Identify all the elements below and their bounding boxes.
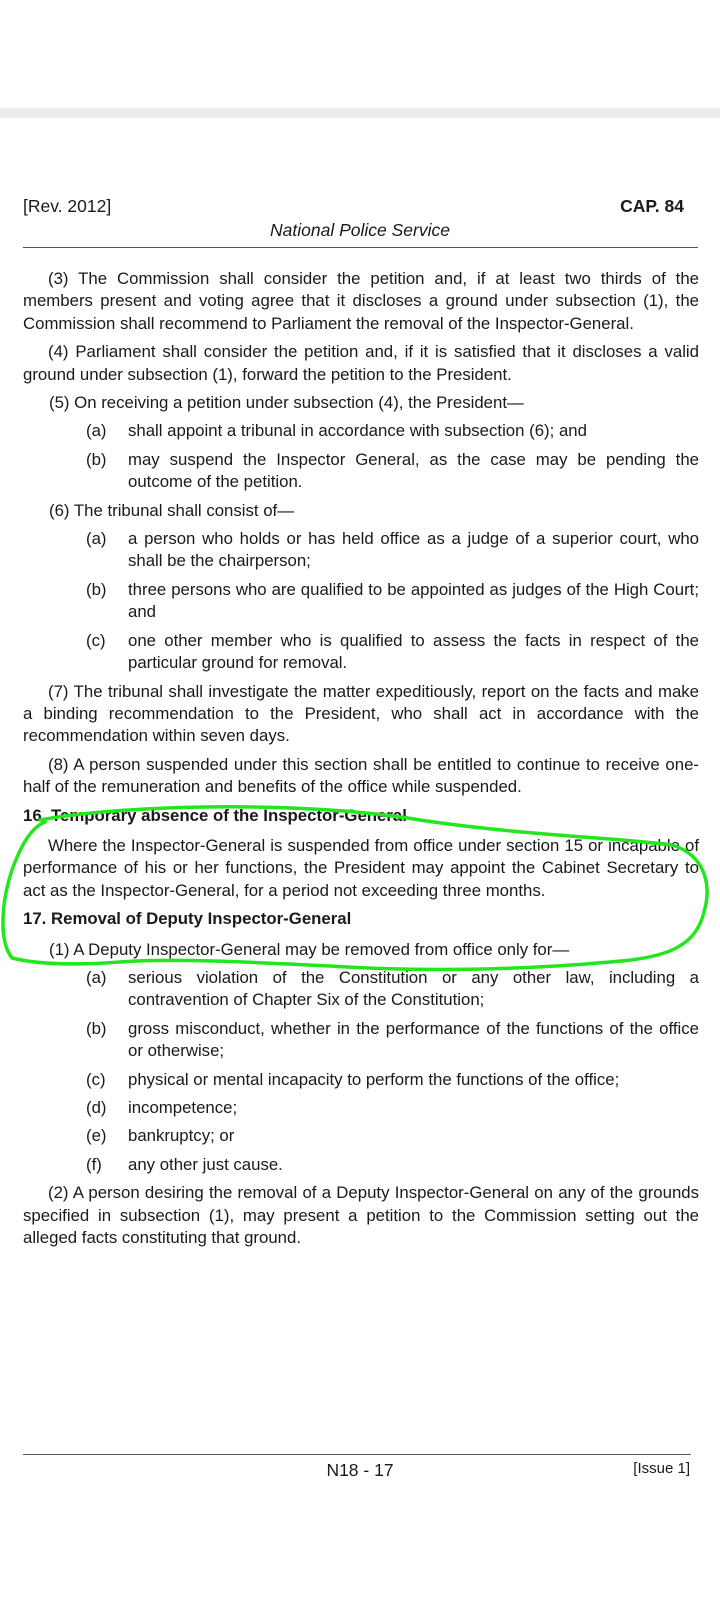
s17-subsection-2: (2) A person desiring the removal of a Deputy Inspector-General on any of the grounds specified in subsection (1), may present a petition to the Commission setting out the alleged facts constituting that ground. [23, 1183, 699, 1248]
item-text: gross misconduct, whether in the performance of the functions of the office or otherwise; [128, 1018, 699, 1061]
item-text: a person who holds or has held office as a judge of a superior court, who shall be the chairperson; [128, 529, 699, 571]
document-body [23, 268, 699, 1255]
item-text: incompetence; [128, 1098, 238, 1117]
item-label: (c) [86, 630, 106, 650]
list-item [86, 1097, 699, 1119]
item-label: (b) [86, 1018, 107, 1038]
list-item [86, 528, 699, 573]
item-label: (f) [86, 1154, 102, 1174]
section-17-heading: 17. Removal of Deputy Inspector-General [23, 909, 352, 929]
item-label: (a) [86, 421, 107, 441]
section-16-heading: 16. Temporary absence of the Inspector-General [23, 805, 407, 825]
s15-subsection-6: (6) The tribunal shall consist of— [49, 500, 294, 520]
top-band [0, 108, 720, 118]
list-item [86, 420, 699, 442]
item-label: (d) [86, 1098, 107, 1117]
item-text: three persons who are qualified to be appointed as judges of the High Court; and [128, 579, 699, 622]
list-item [86, 1018, 699, 1063]
item-text: physical or mental incapacity to perform the functions of the office; [128, 1069, 620, 1089]
s17-subsection-1: (1) A Deputy Inspector-General may be removed from office only for— [49, 939, 570, 959]
item-label: (a) [86, 967, 107, 987]
header-divider [23, 247, 698, 248]
act-title: National Police Service [270, 220, 450, 240]
item-text: shall appoint a tribunal in accordance with subsection (6); and [128, 421, 587, 441]
s15-subsection-7: (7) The tribunal shall investigate the matter expeditiously, report on the facts and make a binding recommendation to the President, who shall act in accordance with the recommendation within seven days. [23, 681, 699, 746]
item-text: serious violation of the Constitution or any other law, including a contravention of Chapter Six of the Constitution; [128, 967, 699, 1010]
list-item [86, 630, 699, 675]
s15-subsection-3: (3) The Commission shall consider the petition and, if at least two thirds of the members present and voting agree that it discloses a ground under subsection (1), the Commission shall recommend to Parliament the removal of the Inspector-General. [23, 269, 699, 333]
list-item [86, 1154, 699, 1176]
revision-label: [Rev. 2012] [23, 196, 112, 216]
s15-subsection-8: (8) A person suspended under this section shall be entitled to continue to receive one-half of the remuneration and benefits of the office while suspended. [23, 754, 699, 797]
page-number: N18 - 17 [326, 1460, 394, 1480]
item-text: one other member who is qualified to assess the facts in respect of the particular ground for removal. [128, 630, 699, 673]
item-text: bankruptcy; or [128, 1126, 235, 1146]
list-item [86, 579, 699, 624]
list-item [86, 1069, 699, 1091]
item-text: may suspend the Inspector General, as the case may be pending the outcome of the petition. [128, 449, 699, 492]
item-label: (b) [86, 449, 107, 469]
item-text: any other just cause. [128, 1154, 283, 1174]
s15-subsection-5: (5) On receiving a petition under subsection (4), the President— [49, 393, 524, 413]
list-item [86, 1125, 699, 1147]
footer-divider [23, 1454, 691, 1455]
issue-label: [Issue 1] [633, 1460, 690, 1477]
s15-subsection-4: (4) Parliament shall consider the petition and, if it is satisfied that it discloses a valid ground under subsection (1), forward the petition to the President. [23, 342, 699, 384]
section-16-body: Where the Inspector-General is suspended from office under section 15 or incapable of performance of his or her functions, the President may appoint the Cabinet Secretary to act as the Inspector-General, for a period not exceeding three months. [23, 835, 699, 900]
list-item [86, 967, 699, 1012]
list-item [86, 449, 699, 494]
chapter-number: CAP. 84 [620, 196, 684, 216]
item-label: (b) [86, 579, 107, 599]
item-label: (c) [86, 1069, 106, 1089]
item-label: (e) [86, 1126, 107, 1146]
item-label: (a) [86, 529, 107, 549]
